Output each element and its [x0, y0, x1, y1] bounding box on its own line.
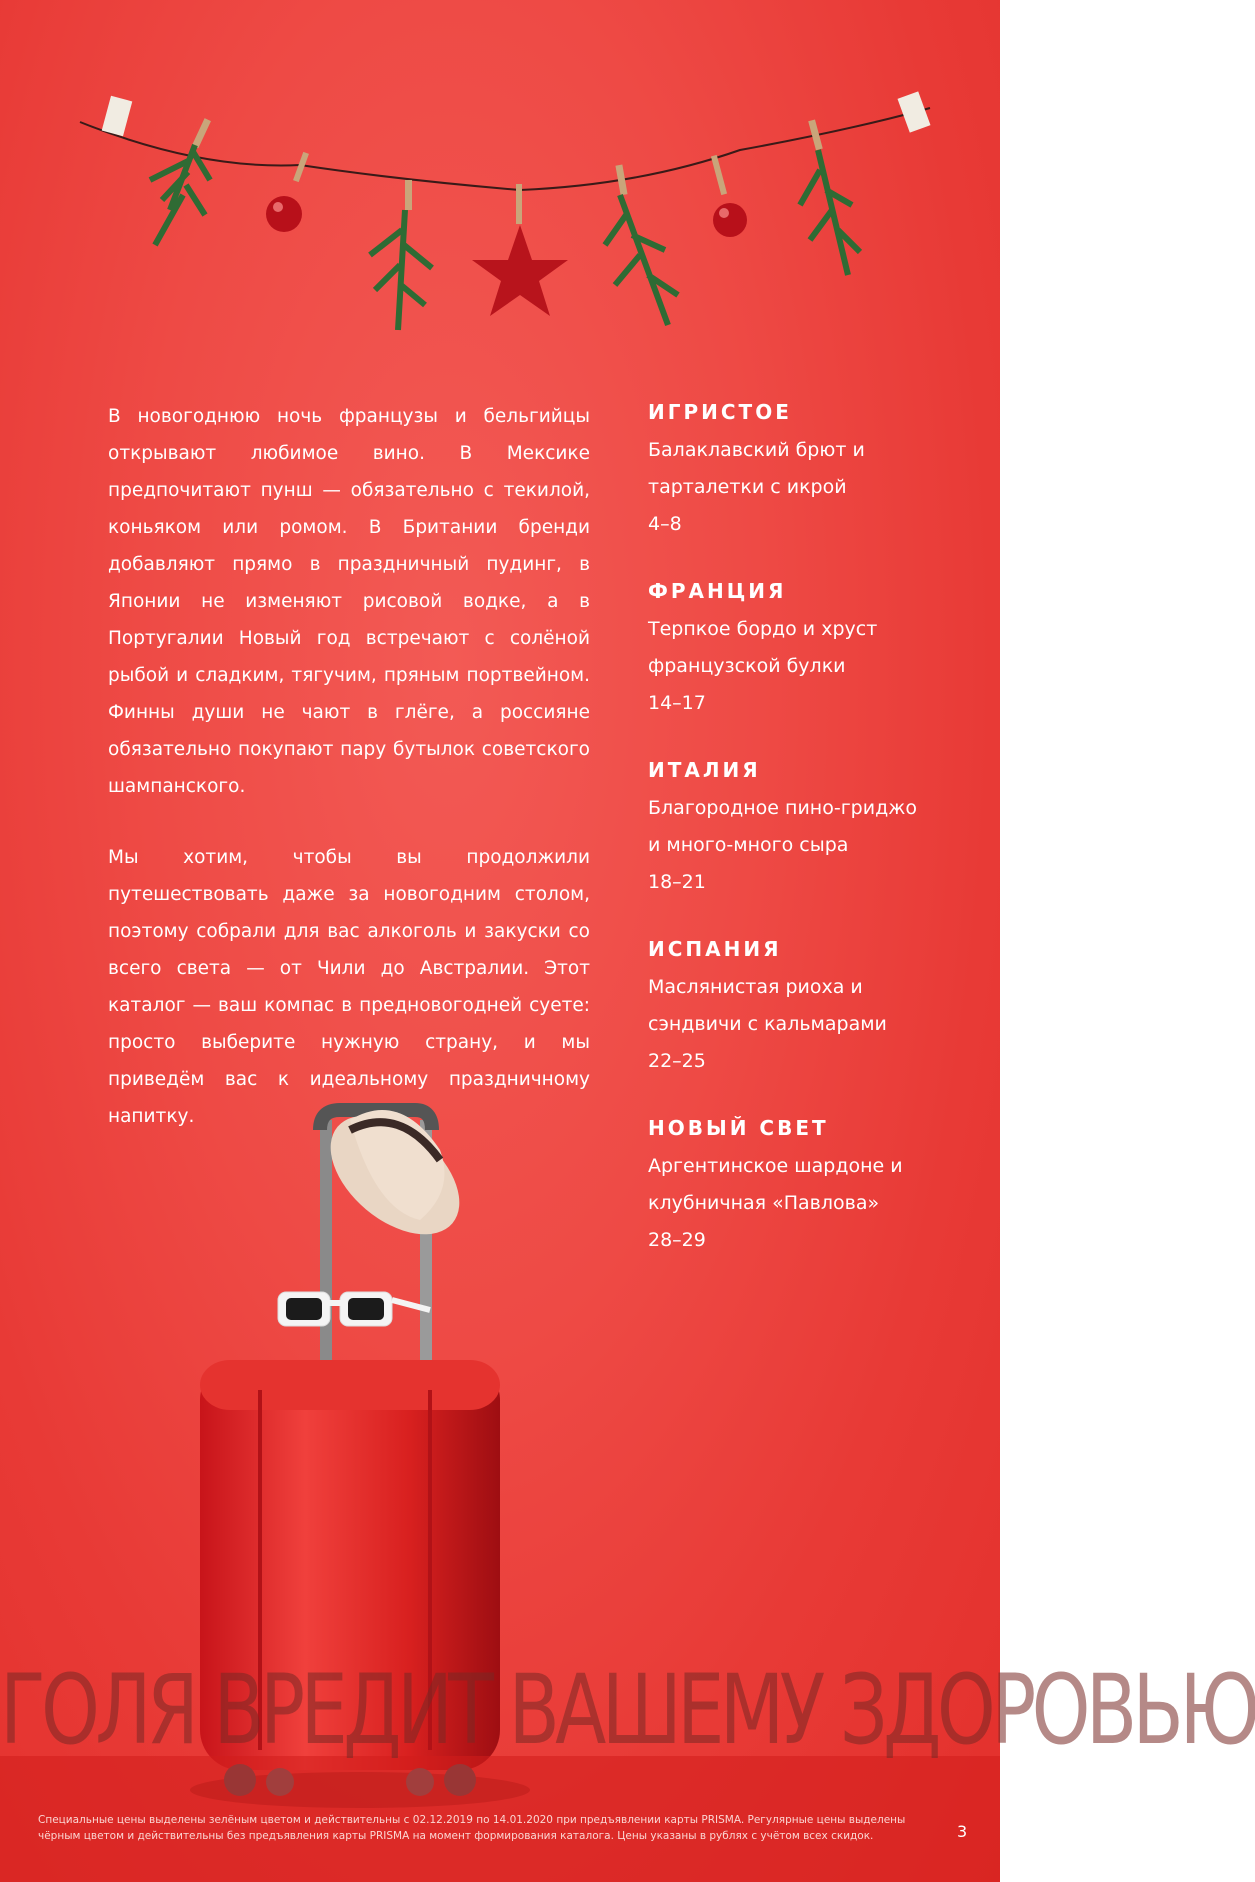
- toc-item-sparkling[interactable]: [648, 400, 948, 543]
- toc-title: ФРАНЦИЯ: [648, 579, 787, 603]
- intro-paragraph-2: Мы хотим, чтобы вы продолжили путешествовать даже за новогодним столом, поэтому собрали для вас алкоголь и закуски со всего света — от Чили до Австралии. Этот каталог — ваш компас в предновогодней суете: просто выберите нужную страну, и мы приведём вас к идеальному праздничному напитку.: [108, 847, 590, 1127]
- toc-desc-line: Терпкое бордо и хруст: [648, 618, 878, 640]
- tape-right: [898, 91, 931, 132]
- toc-title: ИТАЛИЯ: [648, 758, 761, 782]
- toc-pages: 14–17: [648, 692, 706, 714]
- contents-list: [648, 400, 948, 1295]
- footer-line-1: Специальные цены выделены зелёным цветом и действительны с 02.12.2019 по 14.01.2020 при предъявлении карты PRISMA. Регулярные цены выделены: [38, 1814, 906, 1826]
- toc-desc-line: сэндвичи с кальмарами: [648, 1013, 887, 1035]
- toc-desc-line: тарталетки с икрой: [648, 476, 847, 498]
- toc-desc-line: Аргентинское шардоне и: [648, 1155, 903, 1177]
- toc-pages: 18–21: [648, 871, 706, 893]
- pine-sprig-4: [800, 119, 860, 275]
- christmas-garland-illustration: [0, 0, 1000, 340]
- footer-disclaimer: [38, 1812, 938, 1844]
- sunglasses: [278, 1292, 430, 1326]
- intro-text: [108, 398, 590, 1169]
- pine-sprig-2: [370, 180, 432, 330]
- red-star-ornament: [472, 184, 568, 316]
- toc-title: НОВЫЙ СВЕТ: [648, 1116, 829, 1140]
- toc-desc-line: Благородное пино-гриджо: [648, 797, 917, 819]
- health-warning: ГОЛЯ ВРЕДИТ ВАШЕМУ ЗДОРОВЬЮ: [0, 1654, 1255, 1766]
- page-number: 3: [957, 1822, 968, 1841]
- toc-pages: 4–8: [648, 513, 682, 535]
- pine-sprig-3: [605, 165, 678, 325]
- toc-desc-line: клубничная «Павлова»: [648, 1192, 880, 1214]
- toc-desc-line: и много-много сыра: [648, 834, 849, 856]
- toc-item-italy[interactable]: [648, 758, 948, 901]
- toc-pages: 28–29: [648, 1229, 706, 1251]
- toc-desc-line: Балаклавский брют и: [648, 439, 865, 461]
- red-ornament-1: [266, 152, 309, 232]
- toc-title: ИГРИСТОЕ: [648, 400, 792, 424]
- toc-item-france[interactable]: [648, 579, 948, 722]
- toc-desc-line: французской булки: [648, 655, 846, 677]
- toc-desc-line: Маслянистая риоха и: [648, 976, 863, 998]
- red-ornament-2: [711, 155, 747, 237]
- toc-item-spain[interactable]: [648, 937, 948, 1080]
- toc-pages: 22–25: [648, 1050, 706, 1072]
- pine-sprig-1: [150, 118, 211, 245]
- toc-item-new-world[interactable]: [648, 1116, 948, 1259]
- intro-paragraph-1: В новогоднюю ночь французы и бельгийцы открывают любимое вино. В Мексике предпочитают пунш — обязательно с текилой, коньяком или ромом. В Британии бренди добавляют прямо в праздничный пудинг, в Японии не изменяют рисовой водке, а в Португалии Новый год встречают с солёной рыбой и сладким, тягучим, пряным портвейном. Финны души не чают в глёге, а россияне обязательно покупают пару бутылок советского шампанского.: [108, 406, 590, 797]
- tape-left: [102, 96, 133, 136]
- footer-line-2: чёрным цветом и действительны без предъявления карты PRISMA на момент формирования каталога. Цены указаны в рублях с учётом всех скидок.: [38, 1830, 874, 1842]
- toc-title: ИСПАНИЯ: [648, 937, 782, 961]
